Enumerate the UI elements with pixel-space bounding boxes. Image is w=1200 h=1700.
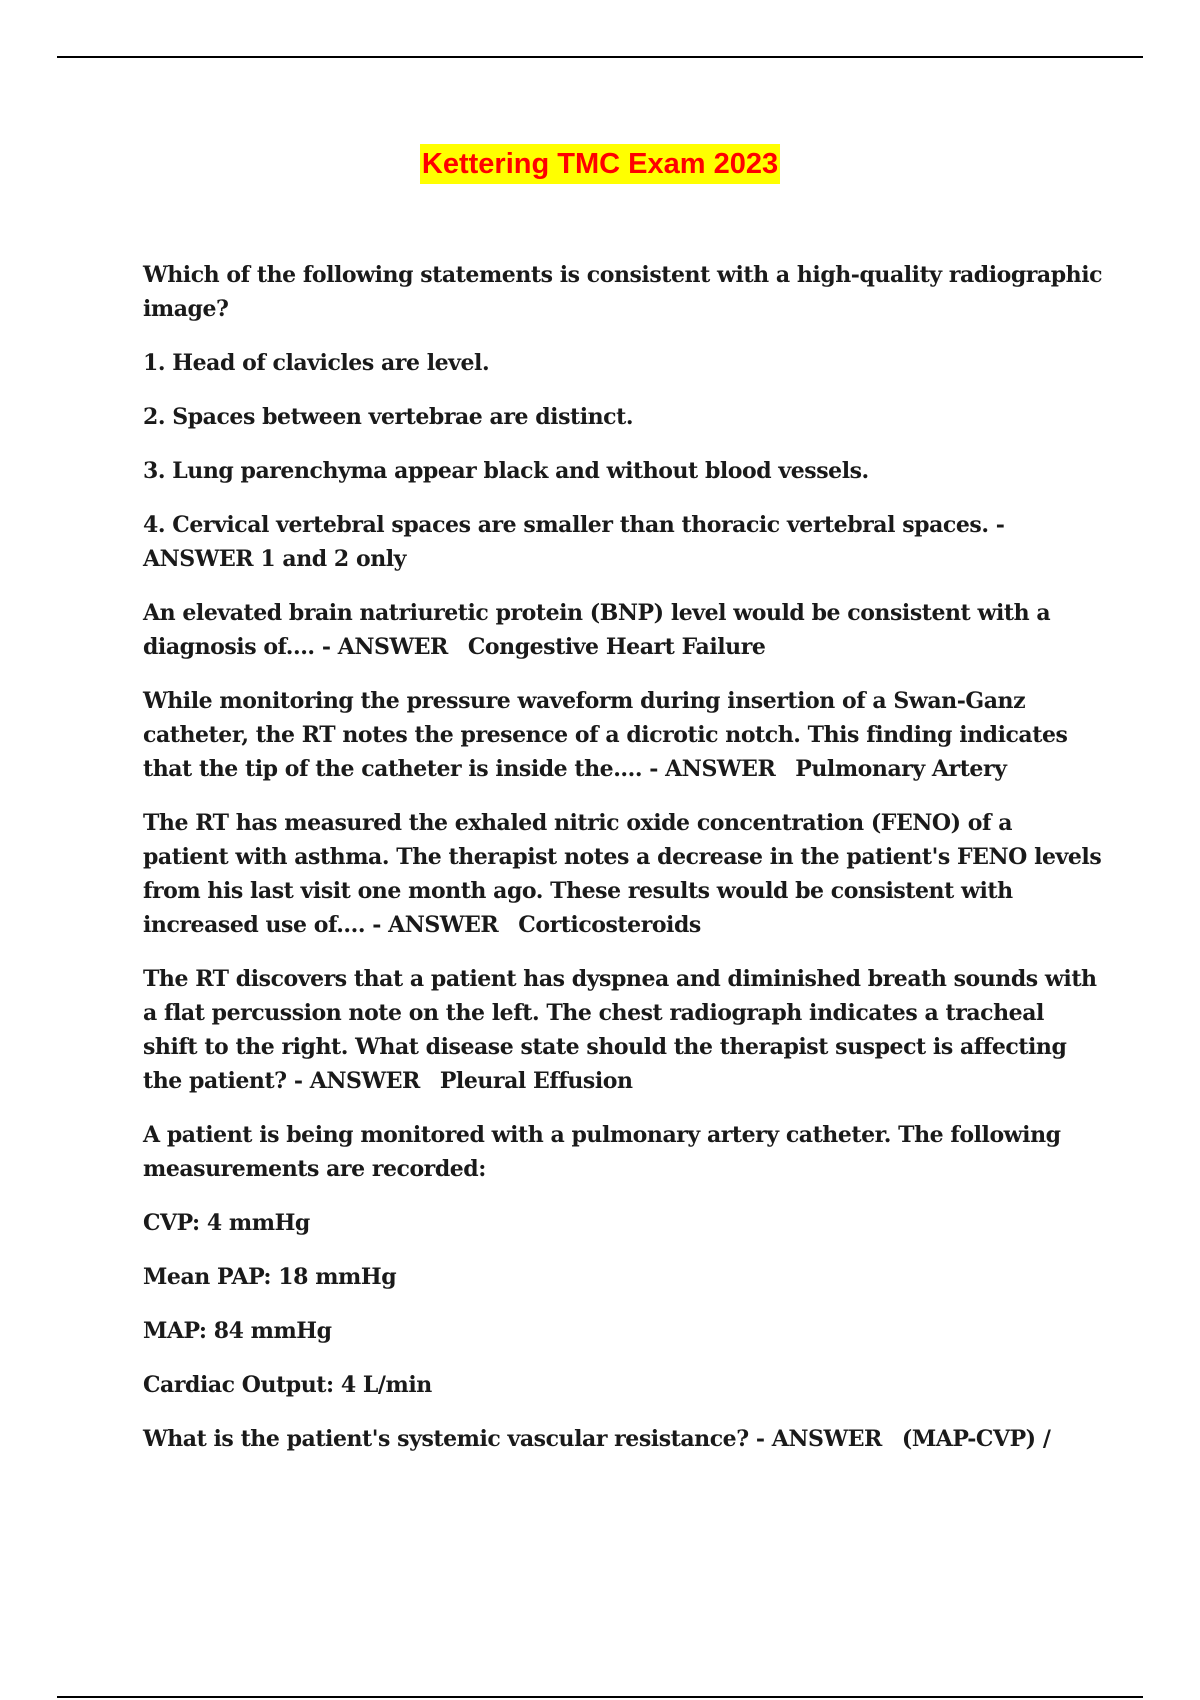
question-6 [143, 1422, 1103, 1456]
answer-label: - ANSWER [143, 512, 1005, 572]
measurement-mean-pap: Mean PAP: 18 mmHg [143, 1264, 397, 1290]
measurement-map: MAP: 84 mmHg [143, 1318, 332, 1344]
header-rule [57, 56, 1143, 58]
title-container [0, 144, 1200, 184]
question-3 [143, 684, 1103, 786]
question-4-stem: The RT has measured the exhaled nitric oxide concentration (FENO) of a patient with asthma. The therapist notes a decrease in the patient's FENO levels from his last visit one month ago. These results would be consistent with increased use of.... - ANSWER [143, 810, 1102, 938]
question-1-option-3: 3. Lung parenchyma appear black and without blood vessels. [143, 458, 869, 484]
question-1-option-1: 1. Head of clavicles are level. [143, 350, 490, 376]
question-6-question: What is the patient's systemic vascular resistance? - ANSWER [143, 1426, 882, 1452]
document-title: Kettering TMC Exam 2023 [420, 144, 780, 184]
question-5-stem: The RT discovers that a patient has dyspnea and diminished breath sounds with a flat percussion note on the left. The chest radiograph indicates a tracheal shift to the right. What disease state should the therapist suspect is affecting the patient? - ANSWER [143, 966, 1097, 1094]
question-5-answer: Pleural Effusion [439, 1068, 633, 1094]
footer-rule [57, 1696, 1143, 1698]
question-2-answer: Congestive Heart Failure [467, 634, 766, 660]
question-6-answer: (MAP-CVP) / [901, 1426, 1051, 1452]
question-3-answer: Pulmonary Artery [795, 756, 1007, 782]
question-1-option-4-with-answer [143, 508, 1103, 576]
question-4 [143, 806, 1103, 942]
question-6-stem: A patient is being monitored with a pulmonary artery catheter. The following measurements are recorded: [143, 1122, 1061, 1182]
question-3-stem: While monitoring the pressure waveform during insertion of a Swan-Ganz catheter, the RT notes the presence of a dicrotic notch. This finding indicates that the tip of the catheter is inside the.... - ANSWER [143, 688, 1068, 782]
document-body [143, 258, 1103, 1476]
measurement-cardiac-output: Cardiac Output: 4 L/min [143, 1372, 432, 1398]
question-2 [143, 596, 1103, 664]
question-4-answer: Corticosteroids [518, 912, 701, 938]
question-1-option-2: 2. Spaces between vertebrae are distinct. [143, 404, 634, 430]
question-1-stem: Which of the following statements is consistent with a high-quality radiographic image? [143, 262, 1103, 322]
measurement-cvp: CVP: 4 mmHg [143, 1210, 310, 1236]
question-1-option-4: 4. Cervical vertebral spaces are smaller than thoracic vertebral spaces. [143, 512, 989, 538]
question-5 [143, 962, 1103, 1098]
question-1-answer: 1 and 2 only [260, 546, 406, 572]
question-2-stem: An elevated brain natriuretic protein (BNP) level would be consistent with a diagnosis of.... - ANSWER [143, 600, 1051, 660]
